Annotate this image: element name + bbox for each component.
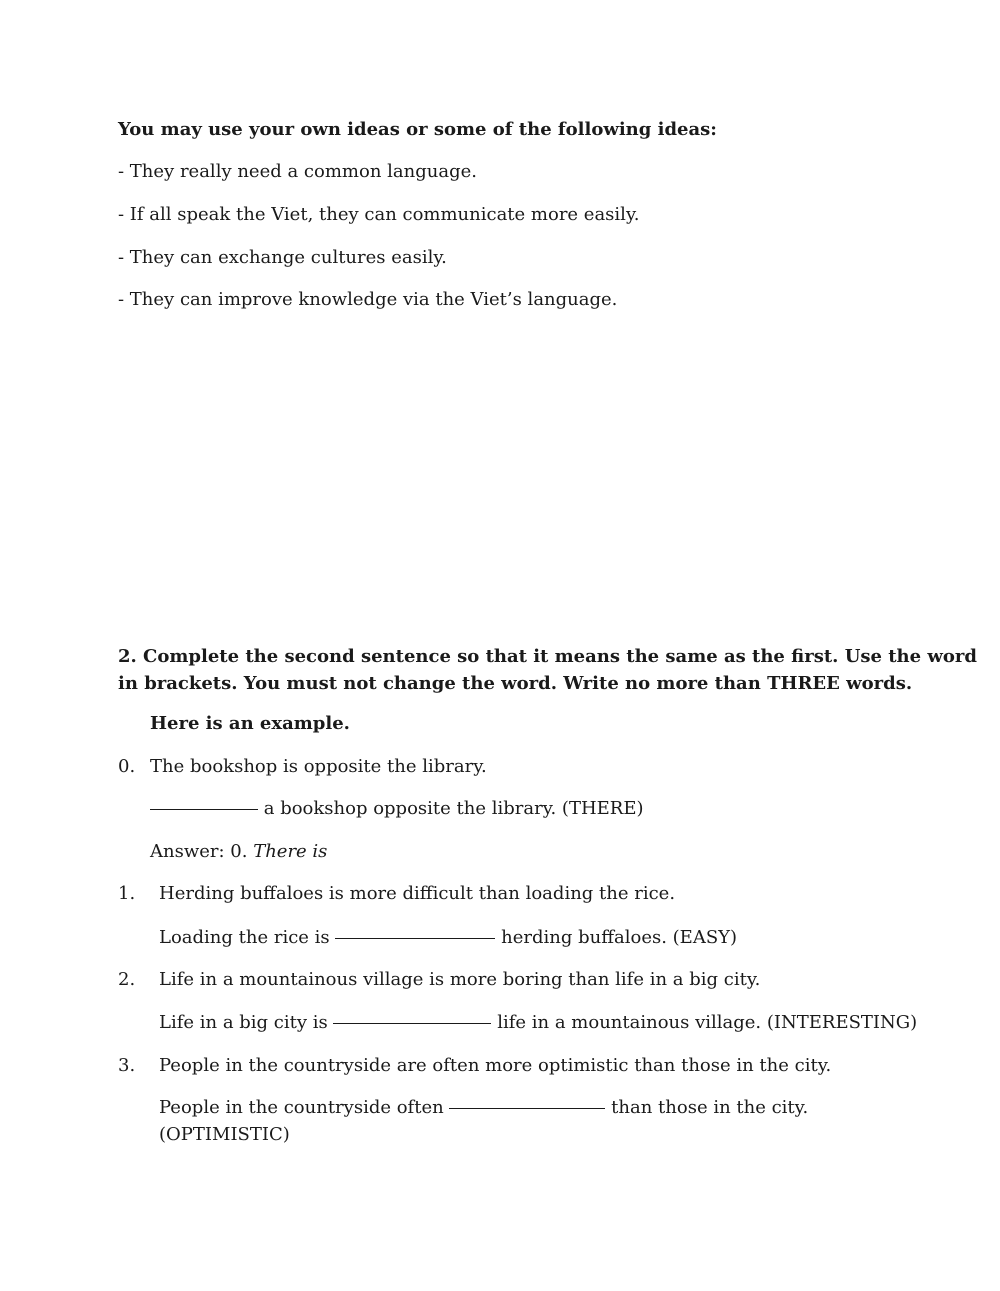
question-rewrite (159, 1009, 917, 1036)
question-sentence: Herding buffaloes is more difficult than loading the rice. (159, 883, 676, 904)
answer-blank[interactable] (333, 1005, 491, 1024)
rewrite-before: Loading the rice is (159, 927, 330, 948)
rewrite-before: People in the countryside often (159, 1097, 444, 1118)
idea-item: - They can improve knowledge via the Viet’s language. (118, 289, 618, 310)
rewrite-before: Life in a big city is (159, 1012, 328, 1033)
task2-instruction-line2: in brackets. You must not change the word. Write no more than THREE words. (118, 673, 913, 694)
example-rewrite (150, 795, 644, 822)
question-number: 3. (118, 1055, 136, 1076)
question-sentence: People in the countryside are often more optimistic than those in the city. (159, 1055, 832, 1076)
question-number: 2. (118, 969, 136, 990)
example-number: 0. (118, 756, 136, 777)
question-rewrite-line2: (OPTIMISTIC) (159, 1124, 290, 1145)
question-rewrite (159, 924, 737, 951)
example-rewrite-text: a bookshop opposite the library. (THERE) (263, 798, 644, 819)
example-heading: Here is an example. (150, 713, 350, 734)
task2-instruction-line1: 2. Complete the second sentence so that it means the same as the first. Use the word (118, 646, 977, 667)
idea-item: - If all speak the Viet, they can communicate more easily. (118, 204, 640, 225)
answer-blank[interactable] (335, 920, 495, 939)
rewrite-after: herding buffaloes. (EASY) (501, 927, 738, 948)
idea-item: - They really need a common language. (118, 161, 477, 182)
answer-blank[interactable] (449, 1090, 605, 1109)
idea-item: - They can exchange cultures easily. (118, 247, 447, 268)
example-answer-value: There is (253, 841, 328, 862)
example-sentence: The bookshop is opposite the library. (150, 756, 487, 777)
question-number: 1. (118, 883, 136, 904)
ideas-heading: You may use your own ideas or some of the following ideas: (118, 119, 717, 140)
rewrite-after: life in a mountainous village. (INTERESTING) (497, 1012, 918, 1033)
question-sentence: Life in a mountainous village is more boring than life in a big city. (159, 969, 761, 990)
example-answer-prefix: Answer: 0. (150, 841, 248, 862)
rewrite-after: than those in the city. (611, 1097, 809, 1118)
example-answer (150, 838, 327, 865)
answer-blank[interactable] (150, 791, 258, 810)
question-rewrite (159, 1094, 808, 1121)
